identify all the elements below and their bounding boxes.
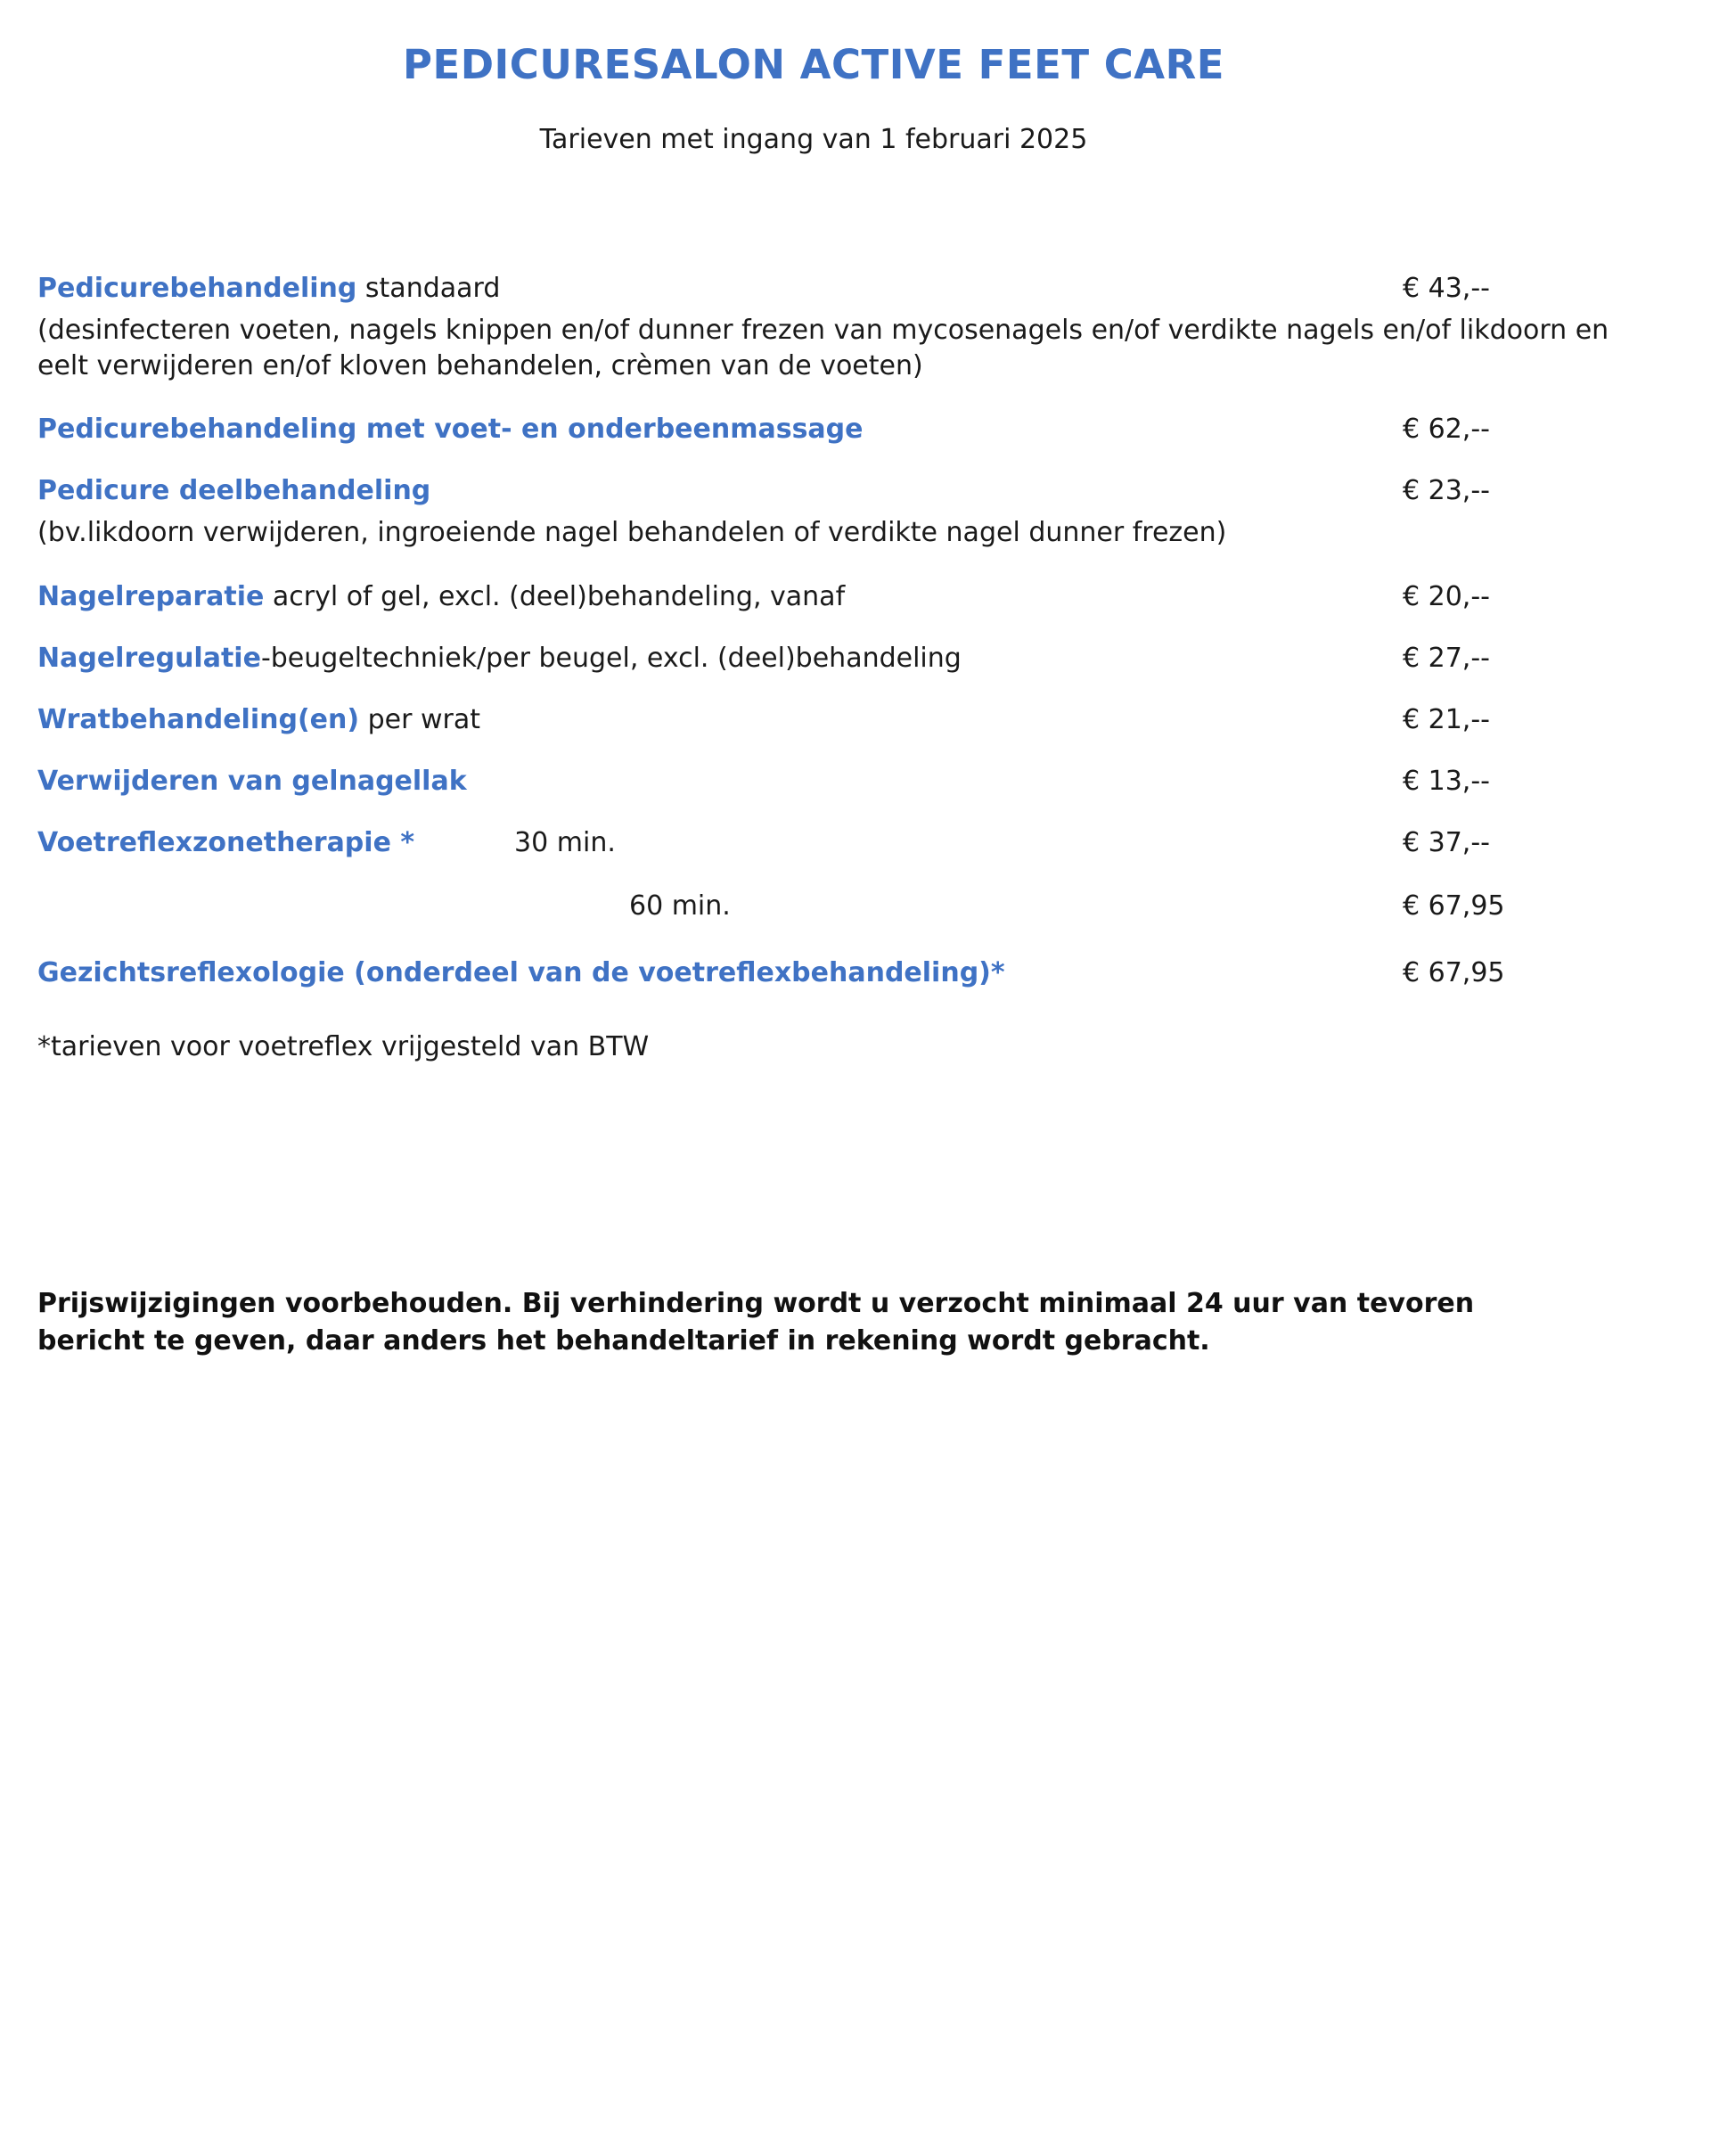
service-row — [37, 704, 1625, 735]
disclaimer-text: Prijswijzigingen voorbehouden. Bij verhindering wordt u verzocht minimaal 24 uur van tevoren bericht te geven, daar anders het behandeltarief in rekening wordt gebracht. — [37, 1287, 1475, 1357]
service-price: € 20,-- — [1403, 580, 1490, 612]
service-price: € 67,95 — [1403, 889, 1505, 922]
service-row-reflex-60 — [37, 890, 1625, 922]
service-label — [37, 414, 1285, 445]
service-row-face-reflex — [37, 957, 1625, 988]
service-name: Gezichtsreflexologie (onderdeel van de voetreflexbehandeling)* — [37, 956, 1005, 988]
service-label — [37, 273, 1285, 304]
service-label — [37, 643, 1285, 674]
service-description: (bv.likdoorn verwijderen, ingroeiende nagel behandelen of verdikte nagel dunner frezen) — [37, 517, 1227, 549]
service-price: € 37,-- — [1403, 826, 1490, 858]
service-label — [37, 766, 1285, 797]
service-price: € 13,-- — [1403, 765, 1490, 797]
page-subtitle: Tarieven met ingang van 1 februari 2025 — [539, 124, 1088, 155]
service-row — [37, 414, 1625, 445]
service-row — [37, 273, 1625, 304]
service-row — [37, 643, 1625, 674]
service-name: Voetreflexzonetherapie * — [37, 826, 415, 858]
service-extra: standaard — [356, 273, 501, 304]
service-price: € 27,-- — [1403, 642, 1490, 674]
service-label — [37, 581, 1285, 612]
service-name: Nagelreparatie — [37, 580, 265, 612]
service-price: € 21,-- — [1403, 703, 1490, 735]
service-name: Pedicurebehandeling met voet- en onderbeenmassage — [37, 414, 864, 446]
service-name: Pedicurebehandeling — [37, 273, 357, 304]
service-name: Wratbehandeling(en) — [37, 703, 360, 735]
page-title: PEDICURESALON ACTIVE FEET CARE — [402, 41, 1224, 88]
service-price: € 62,-- — [1403, 414, 1490, 446]
service-price: € 67,95 — [1403, 956, 1505, 988]
service-price: € 23,-- — [1403, 475, 1490, 507]
service-extra: acryl of gel, excl. (deel)behandeling, vanaf — [264, 580, 846, 612]
services-list — [37, 273, 1625, 988]
service-row — [37, 581, 1625, 612]
service-extra: -beugeltechniek/per beugel, excl. (deel)behandeling — [260, 642, 962, 674]
service-label — [37, 827, 1285, 858]
service-name: Nagelregulatie — [37, 642, 261, 674]
service-name: Pedicure deelbehandeling — [37, 475, 431, 507]
reflex-duration-60: 60 min. — [629, 889, 731, 922]
service-price: € 43,-- — [1403, 273, 1490, 304]
reflex-duration-30: 30 min. — [514, 826, 616, 858]
vat-footnote: *tarieven voor voetreflex vrijgesteld van BTW — [37, 1030, 650, 1062]
service-row — [37, 475, 1625, 506]
service-label — [37, 957, 1285, 988]
service-label — [37, 704, 1285, 735]
service-row-reflex-30 — [37, 827, 1625, 858]
service-extra: per wrat — [359, 703, 481, 735]
service-description: (desinfecteren voeten, nagels knippen en/of dunner frezen van mycosenagels en/of verdikte nagels en/of likdoorn en eelt verwijderen en/of kloven behandelen, crèmen van de voeten) — [37, 315, 1609, 381]
service-row — [37, 766, 1625, 797]
service-label — [37, 475, 1285, 506]
service-name: Verwijderen van gelnagellak — [37, 765, 467, 797]
